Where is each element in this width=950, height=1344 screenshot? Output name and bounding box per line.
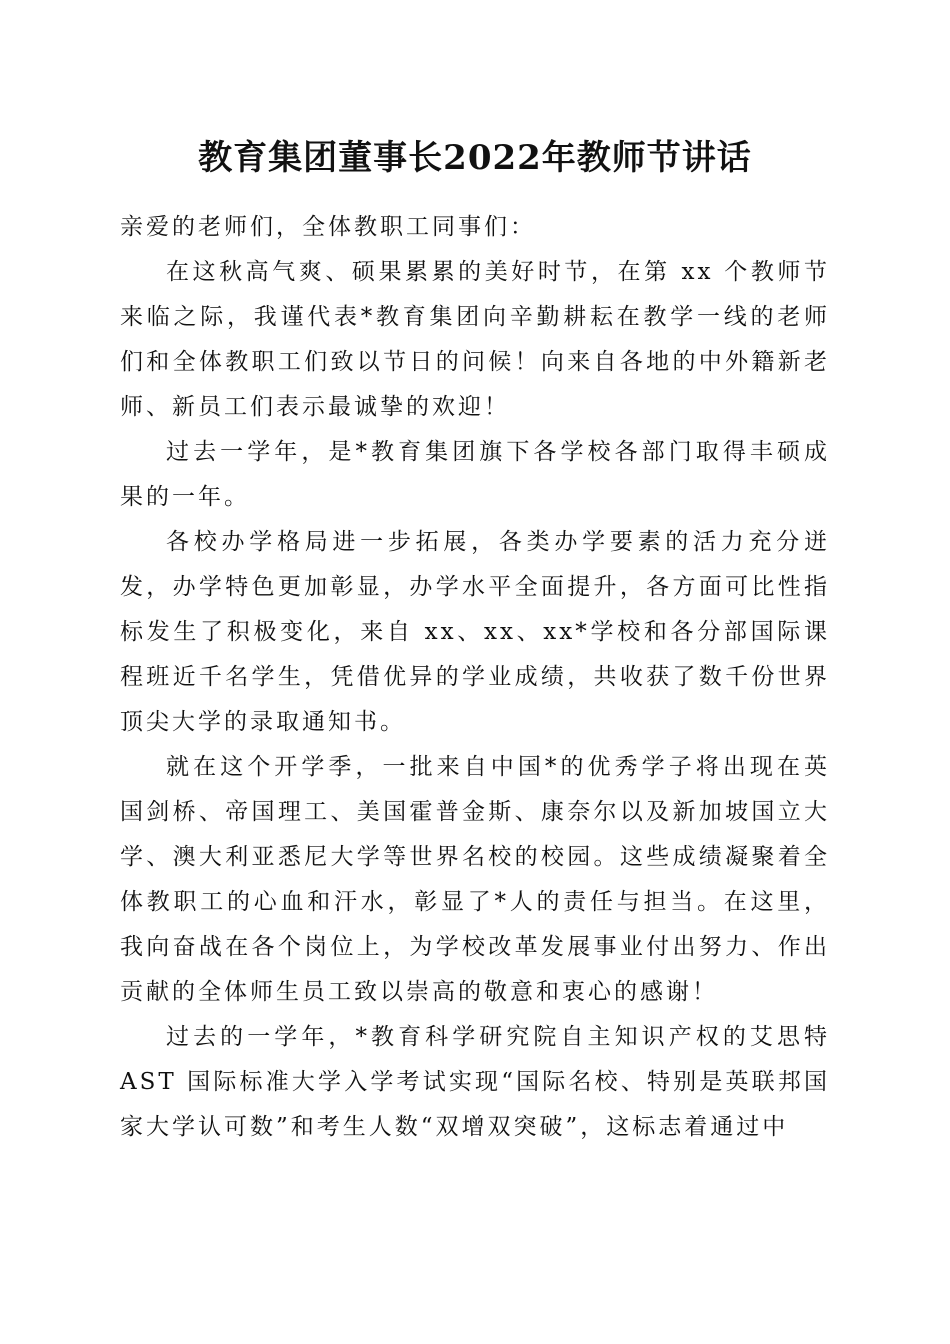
document-body	[120, 205, 830, 1150]
paragraph-past-year: 过去一学年，是*教育集团旗下各学校各部门取得丰硕成果的一年。	[120, 439, 830, 510]
document-title: 教育集团董事长2022年教师节讲话	[198, 138, 752, 178]
salutation: 亲爱的老师们，全体教职工同事们：	[120, 214, 536, 240]
paragraph-greeting: 在这秋高气爽、硕果累累的美好时节，在第 xx 个教师节来临之际，我谨代表*教育集团向辛勤耕耘在教学一线的老师们和全体教职工们致以节日的问候！向来自各地的中外籍新老师、新员工们表示最诚挚的欢迎！	[120, 259, 830, 420]
paragraph-students-admissions: 就在这个开学季，一批来自中国*的优秀学子将出现在英国剑桥、帝国理工、美国霍普金斯、康奈尔以及新加坡国立大学、澳大利亚悉尼大学等世界名校的校园。这些成绩凝聚着全体教职工的心血和汗水，彰显了*人的责任与担当。在这里，我向奋战在各个岗位上，为学校改革发展事业付出努力、作出贡献的全体师生员工致以崇高的敬意和衷心的感谢！	[120, 754, 830, 1005]
paragraph-school-achievements: 各校办学格局进一步拓展，各类办学要素的活力充分迸发，办学特色更加彰显，办学水平全面提升，各方面可比性指标发生了积极变化，来自 xx、xx、xx*学校和各分部国际课程班近千名学生，凭借优异的学业成绩，共收获了数千份世界顶尖大学的录取通知书。	[120, 529, 830, 735]
paragraph-ast-exam: 过去的一学年，*教育科学研究院自主知识产权的艾思特 AST 国际标准大学入学考试实现“国际名校、特别是英联邦国家大学认可数”和考生人数“双增双突破”，这标志着通过中	[120, 1024, 830, 1140]
